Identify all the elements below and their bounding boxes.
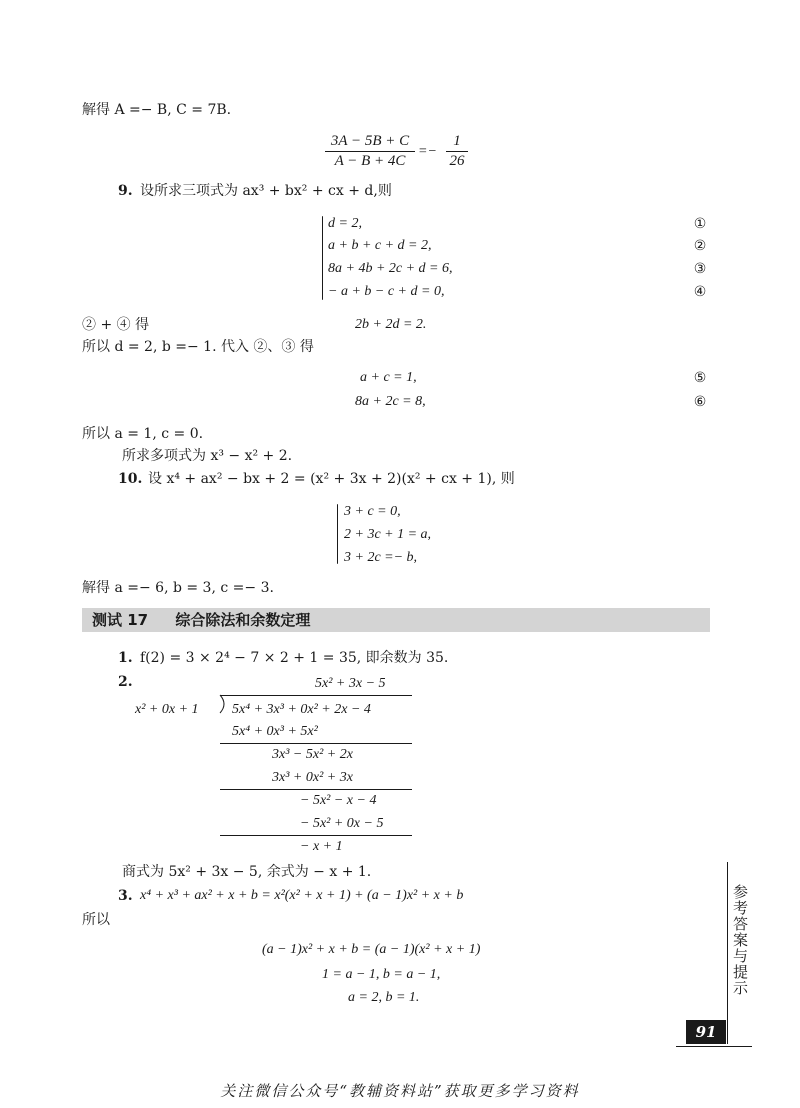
- division-remainder: − x + 1: [300, 839, 343, 854]
- division-row-3: 3x³ + 0x² + 3x: [272, 770, 353, 785]
- tag-5: ⑤: [693, 370, 707, 386]
- fraction-rhs-numerator: 1: [446, 132, 468, 152]
- tag-3: ③: [693, 261, 707, 277]
- system-9-eq-3: 8a + 4b + 2c + d = 6,: [328, 261, 453, 276]
- section-banner: [82, 608, 710, 632]
- system-10-brace: [337, 504, 338, 564]
- division-quotient: 5x² + 3x − 5: [315, 676, 386, 691]
- page-number: 91: [686, 1020, 726, 1044]
- q3-so: 所以: [82, 912, 110, 928]
- system-9-eq-2: a + b + c + d = 2,: [328, 238, 432, 253]
- q3-eq-1: (a − 1)x² + x + b = (a − 1)(x² + x + 1): [262, 942, 481, 957]
- q2-number: 2.: [118, 674, 133, 690]
- problem-10-number: 10.: [118, 471, 143, 487]
- system-9-eq-4: − a + b − c + d = 0,: [328, 284, 445, 299]
- division-rule-2: [220, 789, 412, 790]
- eq-6: 8a + 2c = 8,: [355, 394, 426, 409]
- division-row-4: − 5x² − x − 4: [300, 793, 377, 808]
- fraction-rhs: [446, 132, 468, 171]
- tag-4: ④: [693, 284, 707, 300]
- system-10-eq-3: 3 + 2c =− b,: [344, 550, 418, 565]
- fraction-lhs: [325, 132, 415, 171]
- division-row-1: 5x⁴ + 0x³ + 5x²: [232, 724, 318, 739]
- q3-eq-3: a = 2, b = 1.: [348, 990, 420, 1005]
- fraction-lhs-numerator: 3A − 5B + C: [325, 132, 415, 152]
- problem-9-text: 设所求三项式为 ax³ + bx² + cx + d,则: [140, 183, 392, 199]
- system-9-eq-1: d = 2,: [328, 216, 362, 231]
- line-so-d-b: 所以 d = 2, b =− 1. 代入 ②、③ 得: [82, 339, 314, 355]
- division-row-5: − 5x² + 0x − 5: [300, 816, 384, 831]
- system-10-eq-2: 2 + 3c + 1 = a,: [344, 527, 432, 542]
- section-title: 综合除法和余数定理: [175, 611, 311, 629]
- q3-number: 3.: [118, 888, 133, 904]
- line-2b-2d: 2b + 2d = 2.: [355, 317, 427, 332]
- section-label: 测试 17: [92, 611, 149, 629]
- footer-note: 关注微信公众号“教辅资料站”获取更多学习资料: [220, 1082, 580, 1100]
- division-divisor: x² + 0x + 1: [135, 702, 199, 717]
- page-number-rule: [676, 1046, 752, 1047]
- q3-eq-2: 1 = a − 1, b = a − 1,: [322, 967, 441, 982]
- problem-10-text: 设 x⁴ + ax² − bx + 2 = (x² + 3x + 2)(x² + cx + 1), 则: [148, 471, 515, 487]
- fraction-rhs-denominator: 26: [449, 153, 465, 169]
- line-solve-10: 解得 a =− 6, b = 3, c =− 3.: [82, 580, 274, 596]
- fraction-lhs-denominator: A − B + 4C: [334, 153, 406, 169]
- tag-1: ①: [693, 216, 707, 232]
- side-section-label: 参考答案与提示: [727, 865, 752, 1015]
- tag-6: ⑥: [693, 394, 707, 410]
- division-dividend: 5x⁴ + 3x³ + 0x² + 2x − 4: [232, 702, 371, 717]
- q2-conclusion: 商式为 5x² + 3x − 5, 余式为 − x + 1.: [122, 864, 372, 880]
- line-poly: 所求多项式为 x³ − x² + 2.: [122, 448, 293, 464]
- line-a-c: 所以 a = 1, c = 0.: [82, 426, 204, 442]
- q1-number: 1.: [118, 650, 133, 666]
- line-2-plus-4: ② + ④ 得: [82, 317, 150, 333]
- solve-line-1: 解得 A =− B, C = 7B.: [82, 102, 232, 118]
- division-row-2: 3x³ − 5x² + 2x: [272, 747, 353, 762]
- tag-2: ②: [693, 238, 707, 254]
- division-rule-1: [220, 743, 412, 744]
- system-9-brace: [322, 216, 323, 300]
- problem-9-number: 9.: [118, 183, 133, 199]
- system-10-eq-1: 3 + c = 0,: [344, 504, 401, 519]
- q3-text: x⁴ + x³ + ax² + x + b = x²(x² + x + 1) + (a − 1)x² + x + b: [140, 888, 464, 903]
- fraction-equals: =−: [418, 144, 437, 159]
- eq-5: a + c = 1,: [360, 370, 417, 385]
- division-rule-3: [220, 835, 412, 836]
- q1-text: f(2) = 3 × 2⁴ − 7 × 2 + 1 = 35, 即余数为 35.: [140, 650, 449, 666]
